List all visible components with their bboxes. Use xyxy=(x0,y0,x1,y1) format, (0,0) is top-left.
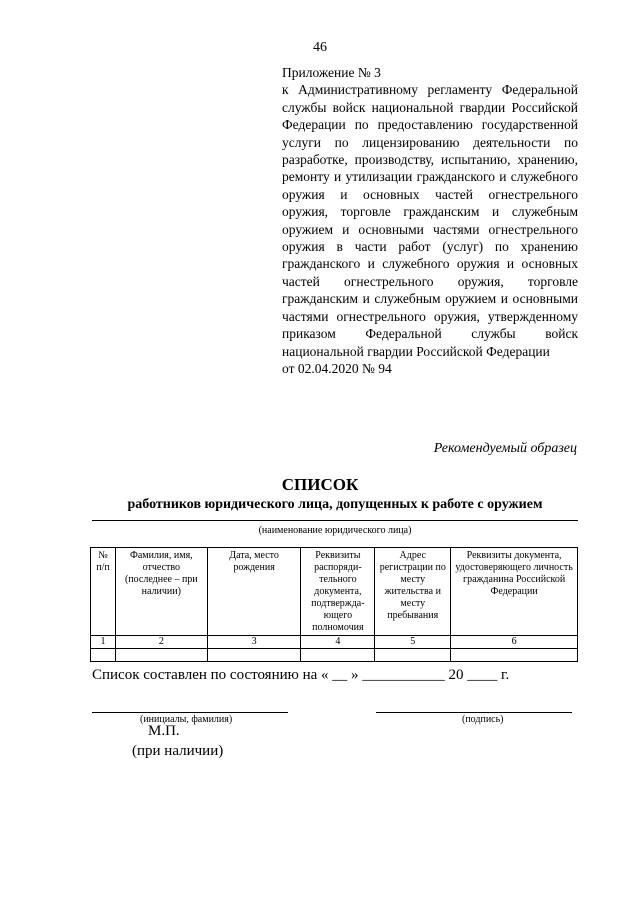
header-number: № п/п xyxy=(91,548,116,636)
table-cell xyxy=(115,649,207,662)
header-full-name: Фамилия, имя, отчество (последнее – при наличии) xyxy=(115,548,207,636)
table-cell xyxy=(207,649,301,662)
table-row xyxy=(91,649,578,662)
initials-caption: (инициалы, фамилия) xyxy=(140,714,233,725)
column-number-row xyxy=(91,636,578,649)
status-date-line: Список составлен по состоянию на « __ » ___________ 20 ____ г. xyxy=(92,667,510,683)
header-address: Адрес регистрации по месту жительства и месту пребывания xyxy=(375,548,451,636)
appendix-order: от 02.04.2020 № 94 xyxy=(282,360,392,376)
column-number: 2 xyxy=(115,636,207,649)
org-name-line xyxy=(92,520,578,521)
appendix-block xyxy=(282,64,578,377)
column-number: 3 xyxy=(207,636,301,649)
header-birth: Дата, место рождения xyxy=(207,548,301,636)
column-number: 4 xyxy=(301,636,375,649)
page-number: 46 xyxy=(313,40,327,55)
column-number: 6 xyxy=(451,636,578,649)
appendix-text: к Административному регламенту Федеральной службы войск национальной гвардии Российской Федерации по предоставлению государственной услуги по лицензированию деятельности по разработке, производству, испытанию, хранению, ремонту и утилизации гражданского и служебного оружия и основных частей огнестрельного оружия, торговле гражданским и служебным оружием и основными частями огнестрельного оружия в части работ (услуг) по хранению гражданского и служебного оружия и основных частей огнестрельного оружия, торговле гражданским и служебным оружием и основными частями огнестрельного оружия, утвержденному приказом Федеральной службы войск национальной гвардии Российской Федерации xyxy=(282,82,578,359)
recommended-sample-label: Рекомендуемый образец xyxy=(433,441,577,456)
table-cell xyxy=(375,649,451,662)
seal-label: М.П. xyxy=(148,723,180,739)
column-number: 5 xyxy=(375,636,451,649)
signature-line xyxy=(376,712,572,713)
org-name-caption: (наименование юридического лица) xyxy=(258,525,412,536)
appendix-title: Приложение № 3 xyxy=(282,65,381,80)
signature-caption: (подпись) xyxy=(462,714,504,725)
header-identity-document: Реквизиты документа, удостоверяющего личность гражданина Российской Федерации xyxy=(451,548,578,636)
table-cell xyxy=(301,649,375,662)
document-subtitle: работников юридического лица, допущенных к работе с оружием xyxy=(127,497,543,512)
seal-note: (при наличии) xyxy=(132,743,224,759)
table-cell xyxy=(451,649,578,662)
column-number: 1 xyxy=(91,636,116,649)
initials-line xyxy=(92,712,288,713)
header-authority-document: Реквизиты распоряди-тельного документа, подтвержда-ющего полномочия xyxy=(301,548,375,636)
document-title: СПИСОК xyxy=(281,475,359,494)
table-cell xyxy=(91,649,116,662)
workers-table xyxy=(90,547,578,662)
table-header-row xyxy=(91,548,578,636)
